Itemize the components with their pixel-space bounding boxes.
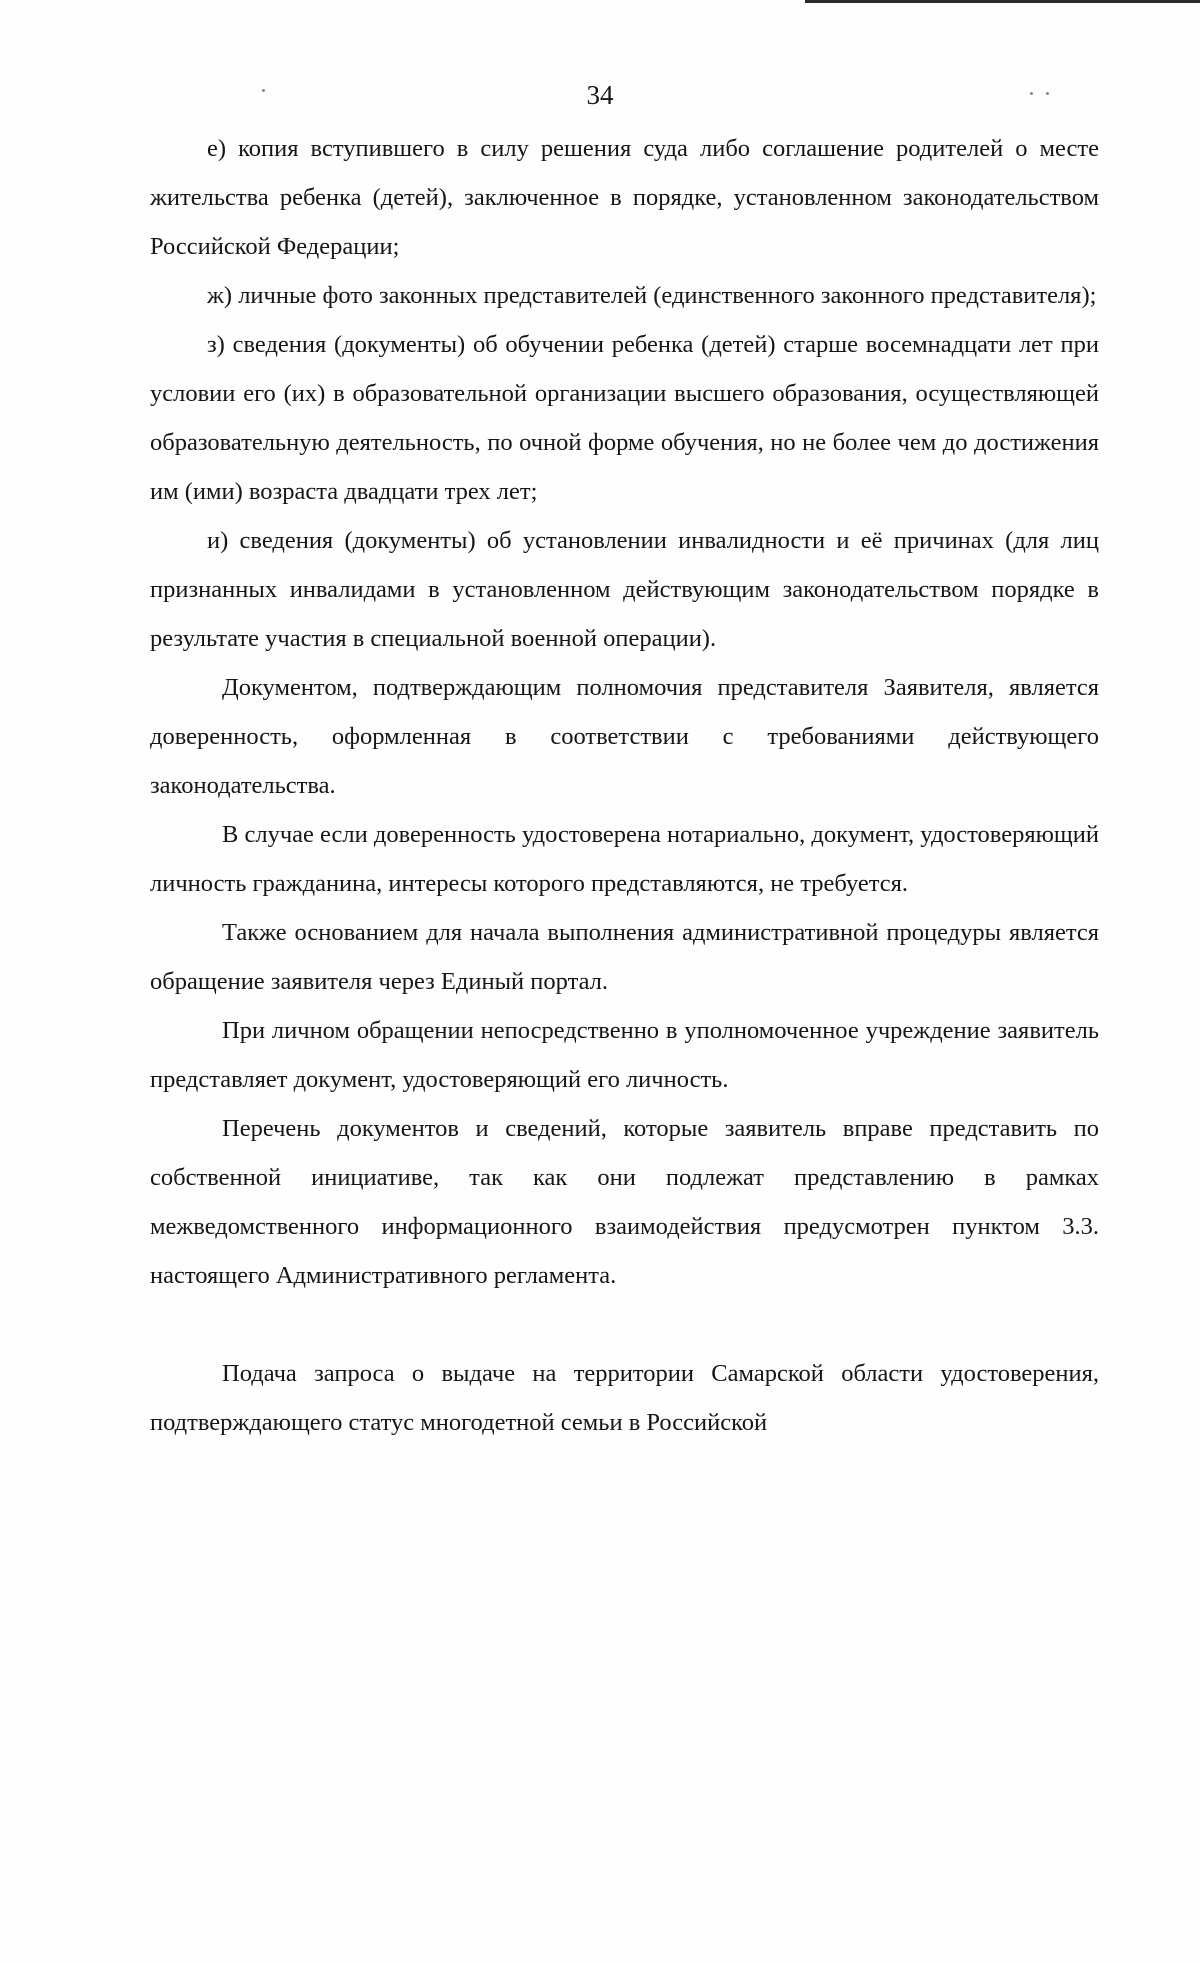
paragraph-item-zh: ж) личные фото законных представителей (единственного законного представителя); <box>207 282 1097 309</box>
paragraph-item-e: е) копия вступившего в силу решения суда либо соглашение родителей о месте жительства ребенка (детей), заключенное в порядке, установленном законодательством Российской Федерации; <box>150 135 1099 260</box>
paragraph-item-z: з) сведения (документы) об обучении ребенка (детей) старше восемнадцати лет при условии его (их) в образовательной организации высшего образования, осуществляющей образовательную деятельность, по очной форме обучения, но не более чем до достижения им (ими) возраста двадцати трех лет; <box>150 331 1099 505</box>
paragraph-notarized: В случае если доверенность удостоверена нотариально, документ, удостоверяющий личность гражданина, интересы которого представляются, не требуется. <box>150 821 1099 897</box>
paragraph-request-submission: Подача запроса о выдаче на территории Самарской области удостоверения, подтверждающего статус многодетной семьи в Российской <box>150 1360 1099 1436</box>
paragraph-power-of-attorney: Документом, подтверждающим полномочия представителя Заявителя, является доверенность, оформленная в соответствии с требованиями действующего законодательства. <box>150 674 1099 799</box>
paragraph-unified-portal: Также основанием для начала выполнения административной процедуры является обращение заявителя через Единый портал. <box>150 919 1099 995</box>
paragraph-item-i: и) сведения (документы) об установлении инвалидности и её причинах (для лиц признанных инвалидами в установленном действующим законодательством порядке в результате участия в специальной военной операции). <box>150 527 1099 652</box>
paragraph-personal-visit: При личном обращении непосредственно в уполномоченное учреждение заявитель представляет документ, удостоверяющий его личность. <box>150 1017 1099 1093</box>
document-body <box>150 124 1099 1447</box>
paragraph-documents-list: Перечень документов и сведений, которые заявитель вправе представить по собственной инициативе, так как они подлежат представлению в рамках межведомственного информационного взаимодействия предусмотрен пунктом 3.3. настоящего Административного регламента. <box>150 1115 1099 1289</box>
page-number: 34 <box>586 80 614 110</box>
scan-edge-line <box>805 0 1200 3</box>
